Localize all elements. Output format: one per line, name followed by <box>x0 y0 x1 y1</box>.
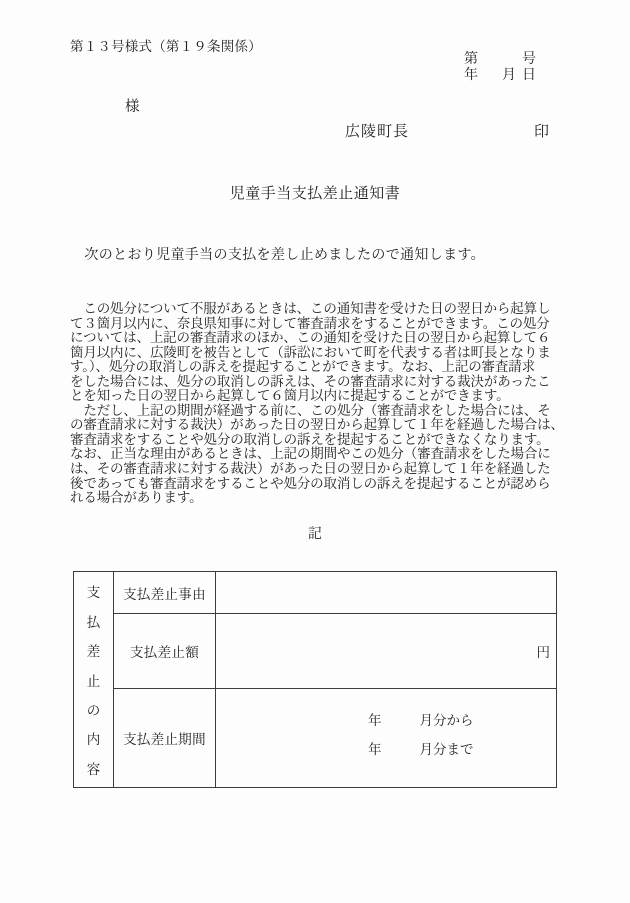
period-from-year-label: 年 <box>368 713 382 729</box>
form-number: 第１３号様式（第１９条関係） <box>70 39 262 55</box>
table-vertical-header: 支 払 差 止 の 内 容 <box>74 572 114 787</box>
body-line: ただし、上記の期間が経過する前に、この処分（審査請求をした場合には、そ <box>70 402 551 419</box>
date-month-label: 月 <box>502 67 516 83</box>
body-line: の審査請求に対する裁決）があった日の翌日から起算して１年を経過した場合は、 <box>70 417 564 434</box>
intro-sentence: 次のとおり児童手当の支払を差し止めましたので通知します。 <box>70 247 486 263</box>
value-suspension-reason <box>216 572 556 614</box>
date-day-label: 日 <box>522 67 536 83</box>
period-from-month-label: 月分から <box>419 713 474 729</box>
body-line: は、その審査請求に対する裁決）があった日の翌日から起算して１年を経過した <box>70 461 551 478</box>
yen-unit-label: 円 <box>536 645 550 661</box>
label-suspension-amount: 支払差止額 <box>114 614 216 689</box>
list-marker: 記 <box>308 526 322 542</box>
body-line: については、上記の審査請求のほか、この通知を受けた日の翌日から起算して６ <box>70 330 551 347</box>
seal-mark: 印 <box>534 122 550 140</box>
suspension-table <box>73 571 557 788</box>
document-title: 児童手当支払差止通知書 <box>229 184 401 202</box>
value-suspension-period <box>216 689 556 787</box>
sender-title: 広陵町長 <box>345 122 410 140</box>
period-to-month-label: 月分まで <box>419 742 474 758</box>
body-line: この処分について不服があるときは、この通知書を受けた日の翌日から起算し <box>70 301 551 317</box>
body-line: 後であっても審査請求をすることや処分の取消しの訴えを提起することが認めら <box>70 475 551 492</box>
addressee-honorific: 様 <box>125 99 140 115</box>
body-line: 審査請求をすることや処分の取消しの訴えを提起することができなくなります。 <box>70 431 550 448</box>
period-from-line <box>368 714 556 729</box>
date-year-label: 年 <box>464 67 478 83</box>
doc-number-prefix: 第 <box>464 51 478 67</box>
body-line: す。）、処分の取消しの訴えを提起することができます。なお、上記の審査請求 <box>70 359 535 376</box>
body-line: 箇月以内に、広陵町を被告として（訴訟において町を代表する者は町長となりま <box>70 344 551 361</box>
body-line: れる場合があります。 <box>70 490 203 507</box>
body-line: なお、正当な理由があるときは、上記の期間やこの処分（審査請求をした場合に <box>70 446 551 463</box>
body-line: とを知った日の翌日から起算して６箇月以内に提起することができます。 <box>70 388 510 405</box>
period-to-line <box>368 743 556 758</box>
appeal-notice-paragraph <box>70 302 575 506</box>
body-line: て３箇月以内に、奈良県知事に対して審査請求をすることができます。この処分 <box>70 315 550 332</box>
label-suspension-period: 支払差止期間 <box>114 689 216 787</box>
value-suspension-amount <box>216 614 556 689</box>
label-suspension-reason: 支払差止事由 <box>114 572 216 614</box>
doc-number-suffix: 号 <box>522 51 536 67</box>
period-to-year-label: 年 <box>368 742 382 758</box>
body-line: をした場合には、処分の取消しの訴えは、その審査請求に対する裁決があったこ <box>70 373 551 390</box>
